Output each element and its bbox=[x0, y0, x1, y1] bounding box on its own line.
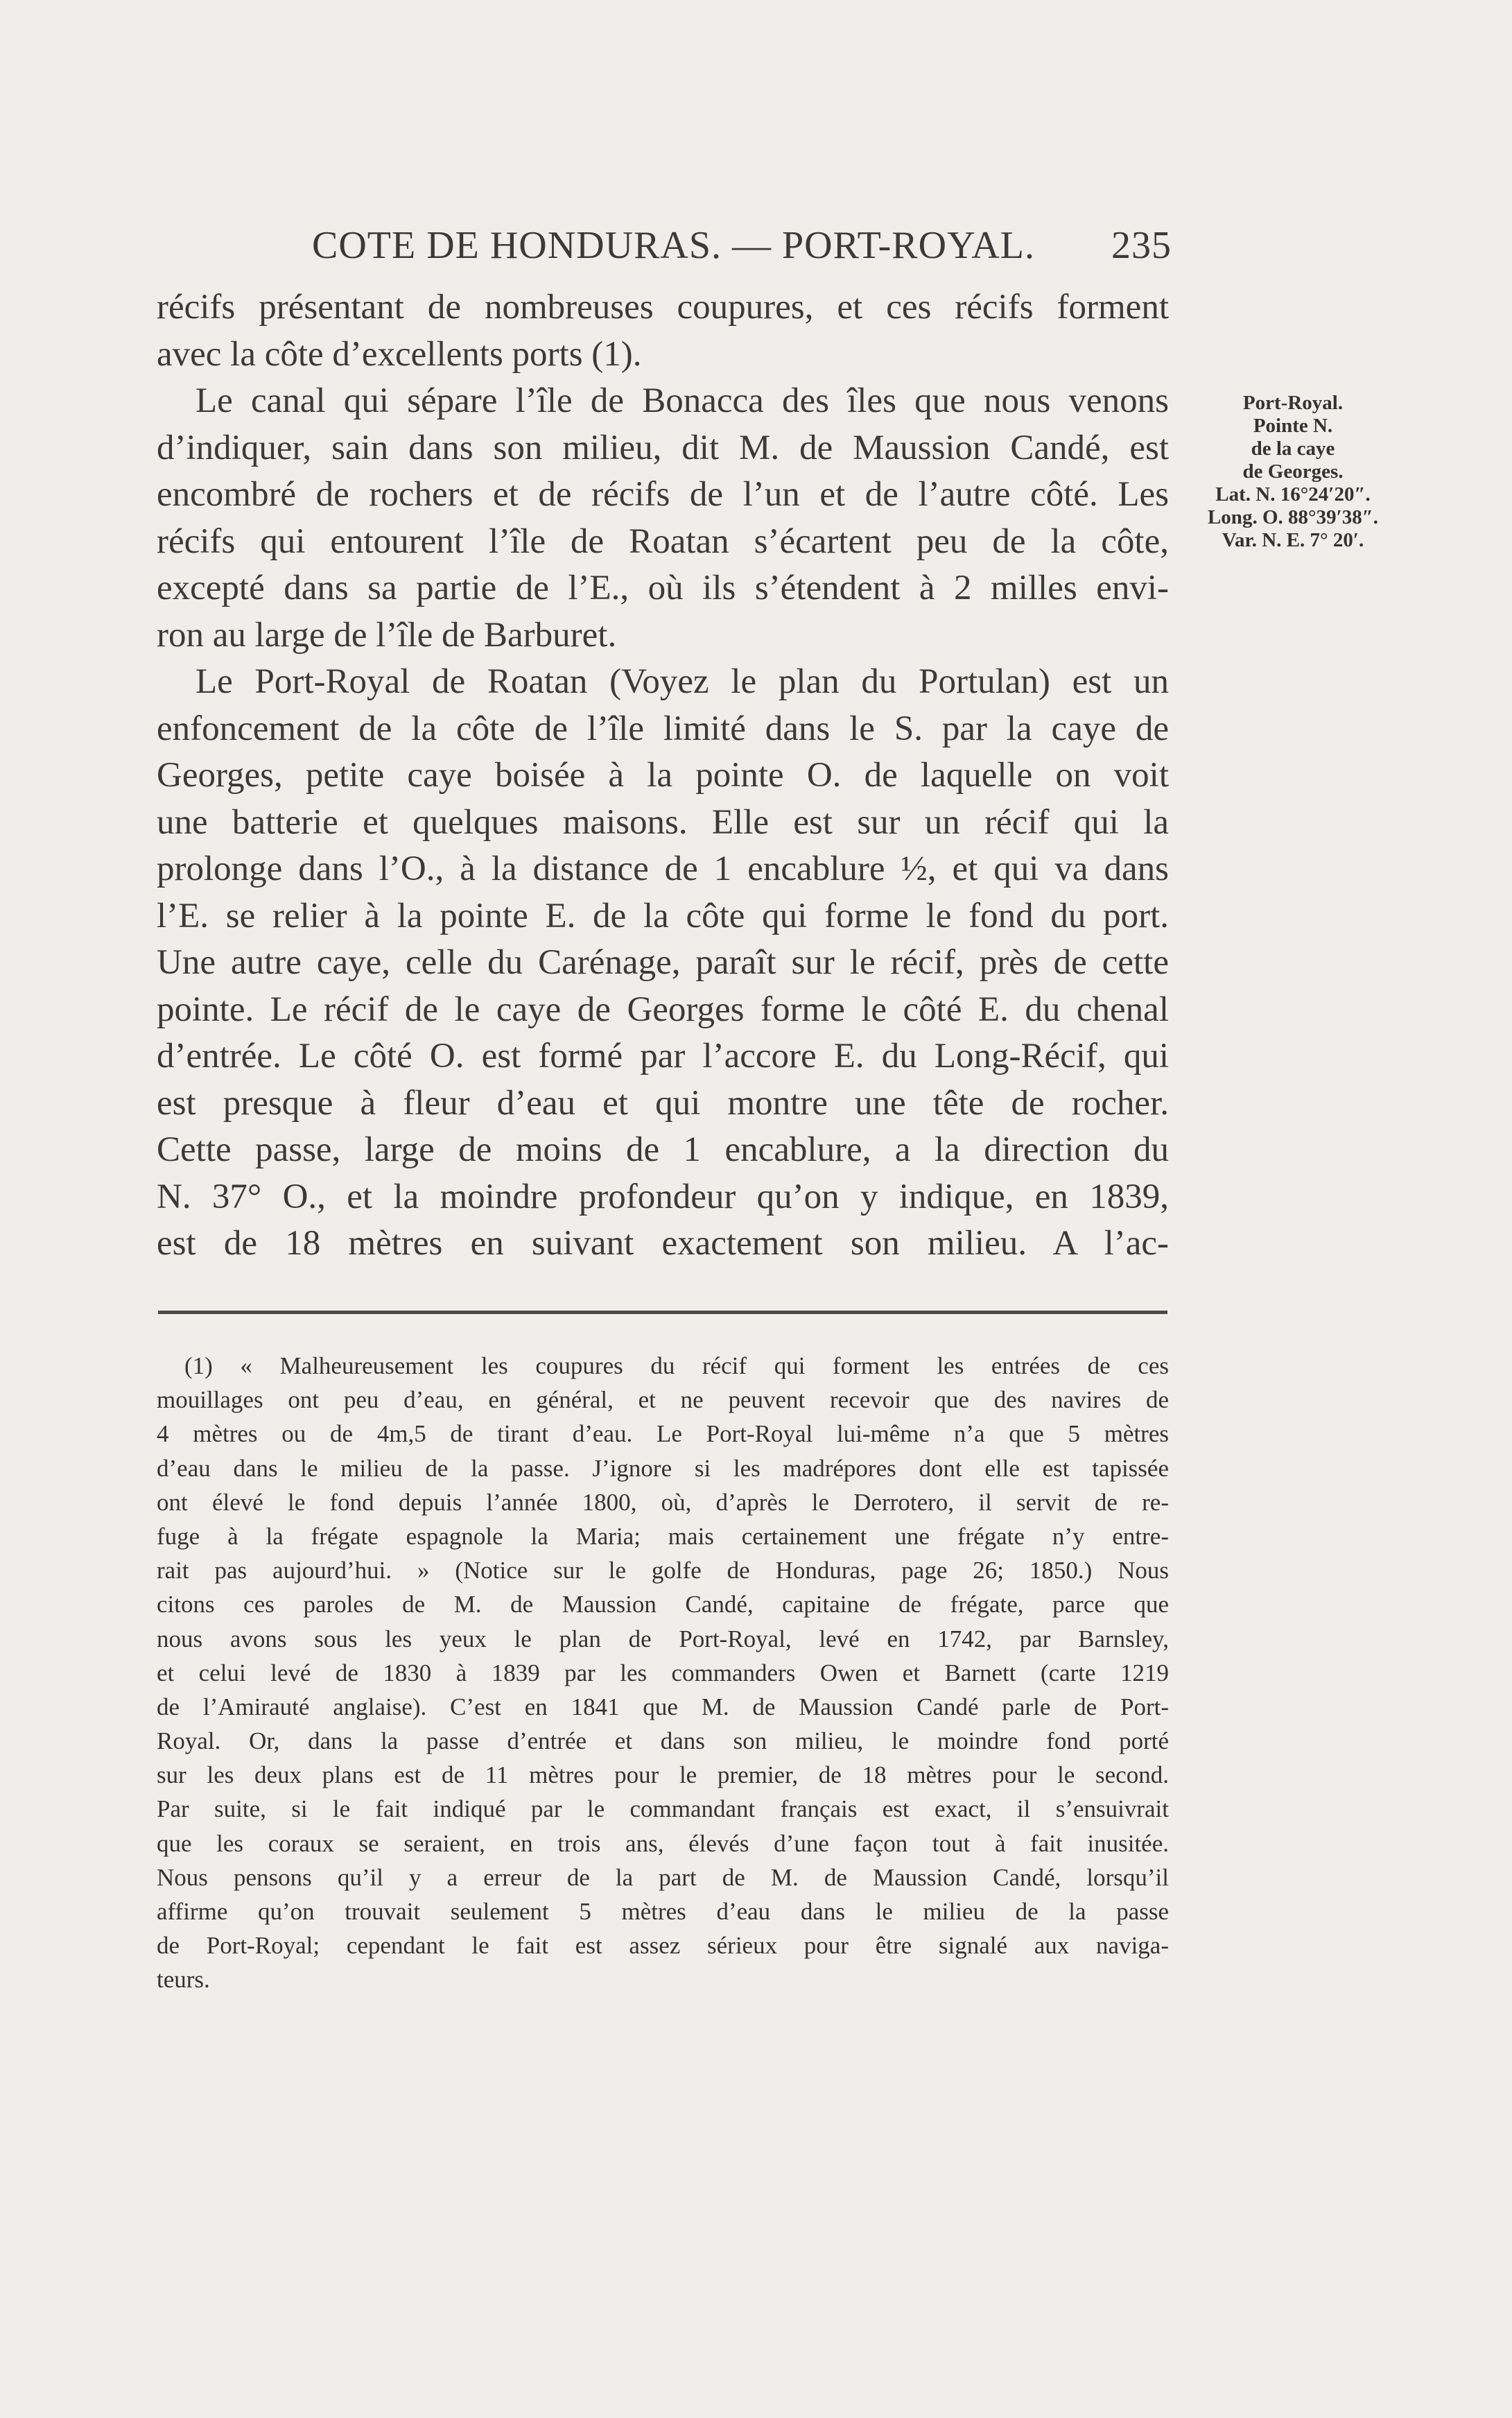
footnote-line: Nous pensons qu’il y a erreur de la part de M. de Maussion Candé, lorsqu’il bbox=[157, 1863, 1169, 1891]
footnote-divider bbox=[158, 1311, 1167, 1314]
footnote-line: sur les deux plans est de 11 mètres pour le premier, de 18 mètres pour le second. bbox=[157, 1761, 1169, 1789]
footnote-line: Par suite, si le fait indiqué par le commandant français est exact, il s’ensuivrait bbox=[157, 1795, 1169, 1823]
text-line: Georges, petite caye boisée à la pointe O. de laquelle on voit bbox=[157, 756, 1169, 795]
footnote-line: (1) « Malheureusement les coupures du récif qui forment les entrées de ces bbox=[184, 1352, 1169, 1379]
text-line: une batterie et quelques maisons. Elle est sur un récif qui la bbox=[157, 802, 1169, 842]
text-line: excepté dans sa partie de l’E., où ils s’étendent à 2 milles envi- bbox=[157, 569, 1169, 607]
text-line: l’E. se relier à la pointe E. de la côte qui forme le fond du port. bbox=[157, 896, 1169, 935]
footnote-line: nous avons sous les yeux le plan de Port-Royal, levé en 1742, par Barnsley, bbox=[157, 1625, 1169, 1652]
footnote-line: mouillages ont peu d’eau, en général, et ne peuvent recevoir que des navires de bbox=[157, 1386, 1169, 1414]
main-text bbox=[157, 284, 1169, 1268]
text-line: récifs présentant de nombreuses coupures, et ces récifs forment bbox=[157, 288, 1169, 327]
text-line: est presque à fleur d’eau et qui montre une tête de rocher. bbox=[157, 1083, 1169, 1123]
footnote-line: teurs. bbox=[157, 1966, 210, 1994]
text-line: encombré de rochers et de récifs de l’un et de l’autre côté. Les bbox=[157, 475, 1169, 514]
footnote-line: d’eau dans le milieu de la passe. J’ignore si les madrépores dont elle est tapissée bbox=[157, 1454, 1169, 1482]
text-line: enfoncement de la côte de l’île limité dans le S. par la caye de bbox=[157, 709, 1169, 748]
text-line: Le canal qui sépare l’île de Bonacca des îles que nous venons bbox=[195, 381, 1169, 420]
margin-note-line: Pointe N. bbox=[1253, 415, 1333, 437]
footnote-line: affirme qu’on trouvait seulement 5 mètres d’eau dans le milieu de la passe bbox=[157, 1898, 1169, 1925]
margin-note-line: de la caye bbox=[1251, 438, 1335, 460]
footnote-line: ont élevé le fond depuis l’année 1800, où, d’après le Derrotero, il servit de re- bbox=[157, 1488, 1169, 1516]
margin-note-line: de Georges. bbox=[1242, 460, 1344, 483]
text-line: pointe. Le récif de le caye de Georges forme le côté E. du chenal bbox=[157, 990, 1169, 1029]
footnote-line: citons ces paroles de M. de Maussion Candé, capitaine de frégate, parce que bbox=[157, 1591, 1169, 1618]
footnote-line: 4 mètres ou de 4m,5 de tirant d’eau. Le Port-Royal lui-même n’a que 5 mètres bbox=[157, 1420, 1169, 1448]
page-number: 235 bbox=[1111, 224, 1172, 267]
text-line: Une autre caye, celle du Carénage, paraît sur le récif, près de cette bbox=[157, 943, 1169, 982]
margin-note bbox=[1189, 392, 1397, 552]
text-line: Cette passe, large de moins de 1 encablure, a la direction du bbox=[157, 1130, 1169, 1169]
text-line: Le Port-Royal de Roatan (Voyez le plan du Portulan) est un bbox=[195, 662, 1169, 701]
text-line: récifs qui entourent l’île de Roatan s’écartent peu de la côte, bbox=[157, 521, 1169, 561]
text-line: prolonge dans l’O., à la distance de 1 encablure ½, et qui va dans bbox=[157, 849, 1169, 888]
footnote-line: Royal. Or, dans la passe d’entrée et dans son milieu, le moindre fond porté bbox=[157, 1727, 1169, 1755]
text-line: N. 37° O., et la moindre profondeur qu’on y indique, en 1839, bbox=[157, 1177, 1169, 1216]
footnote-line: de l’Amirauté anglaise). C’est en 1841 que M. de Maussion Candé parle de Port- bbox=[157, 1693, 1169, 1720]
text-line: ron au large de l’île de Barburet. bbox=[157, 615, 617, 655]
text-line: est de 18 mètres en suivant exactement son milieu. A l’ac- bbox=[157, 1224, 1169, 1263]
margin-note-line: Lat. N. 16°24′20″. bbox=[1215, 483, 1371, 506]
footnote-line: et celui levé de 1830 à 1839 par les commanders Owen et Barnett (carte 1219 bbox=[157, 1659, 1169, 1686]
footnote-line: de Port-Royal; cependant le fait est assez sérieux pour être signalé aux naviga- bbox=[157, 1932, 1169, 1960]
margin-note-line: Port-Royal. bbox=[1242, 392, 1344, 414]
text-line: d’entrée. Le côté O. est formé par l’accore E. du Long-Récif, qui bbox=[157, 1037, 1169, 1076]
running-header bbox=[312, 223, 1172, 279]
footnote-line: rait pas aujourd’hui. » (Notice sur le golfe de Honduras, page 26; 1850.) Nous bbox=[157, 1557, 1169, 1584]
text-line: avec la côte d’excellents ports (1). bbox=[157, 334, 642, 374]
footnote-line: que les coraux se seraient, en trois ans, élevés d’une façon tout à fait inusitée. bbox=[157, 1829, 1169, 1857]
footnote-line: fuge à la frégate espagnole la Maria; mais certainement une frégate n’y entre- bbox=[157, 1522, 1169, 1550]
text-line: d’indiquer, sain dans son milieu, dit M. de Maussion Candé, est bbox=[157, 428, 1169, 467]
margin-note-line: Long. O. 88°39′38″. bbox=[1207, 506, 1379, 528]
margin-note-line: Var. N. E. 7° 20′. bbox=[1222, 529, 1364, 551]
header-title: COTE DE HONDURAS. — PORT-ROYAL. bbox=[312, 224, 1035, 267]
footnote bbox=[157, 1349, 1169, 1997]
